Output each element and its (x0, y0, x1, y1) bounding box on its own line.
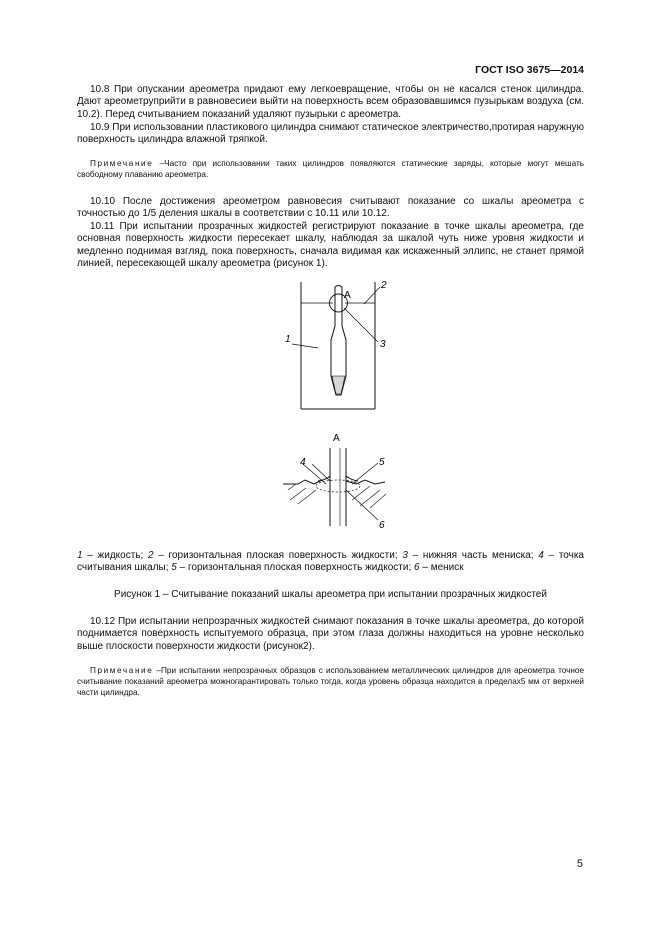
legend-items (77, 550, 584, 573)
note-2-text: –При испытании непрозрачных образцов с использованием металлических цилиндров для ареометра точное считывание показаний ареометра можногарантировать только тогда, когда уровень образца находится в пределах5 мм от верхней части цилиндра. (77, 666, 584, 697)
label-6: 6 (379, 520, 385, 531)
note-1-text: –Часто при использовании таких цилиндров появляются статические заряды, которые могут мешать свободному плаванию ареометра. (77, 159, 584, 179)
liquid-hatch (288, 484, 386, 508)
legend-text: – точка считывания шкалы; (77, 550, 584, 574)
page-number: 5 (576, 858, 583, 870)
label-A-bottom: A (333, 433, 340, 444)
figure-legend (77, 550, 584, 575)
meniscus-detail-drawing (283, 448, 386, 526)
hydrometer-top (335, 286, 342, 288)
surface-left (283, 480, 322, 484)
legend-number: 6 (414, 562, 420, 574)
leader-3 (344, 308, 378, 342)
label-1: 1 (285, 334, 291, 345)
surface-right (346, 480, 385, 484)
paragraph-10-10-text: 10.10 После достижения ареометром равновесия считывают показание со шкалы ареометра с точностью до 1/5 деления шкалы в соответствии с 10.11 или 10.12. (77, 196, 584, 220)
legend-text: – нижняя часть мениска; (407, 550, 539, 561)
legend-text: – горизонтальная плоская поверхность жидкости; (153, 550, 403, 561)
legend-text: – мениск (419, 562, 464, 574)
paragraph-10-11-text: 10.11 При испытании прозрачных жидкостей регистрируют показание в точке шкалы ареометра, где основная поверхность жидкости пересекает шкалу, наблюдая за шкалой чуть ниже уровня жидкости и медленно поднимая взгляд, пока поверхность, сначала видимая как искаженный эллипс, не станет прямой линией, пересекающей шкалу ареометра (рисунок 1). (77, 221, 584, 270)
leader-1 (292, 344, 318, 348)
reading-ellipse (316, 480, 360, 492)
note-2 (77, 665, 584, 698)
figure-caption: Рисунок 1 – Считывание показаний шкалы ареометра при испытании прозрачных жидкостей (114, 589, 547, 600)
note-1-label: Примечание (90, 159, 154, 168)
legend-text: – горизонтальная плоская поверхность жидкости; (176, 562, 415, 574)
legend-number: 5 (171, 562, 177, 574)
leader-2 (364, 287, 380, 304)
leader-5 (352, 463, 378, 484)
cylinder-drawing (292, 282, 380, 409)
leader-4b (312, 464, 330, 481)
label-4: 4 (300, 457, 306, 468)
paragraph-10-12-text: 10.12 При испытании непрозрачных жидкостей снимают показания в точке шкалы ареометра, до которой поднимается поверхность испытуемого образца, при этом глаза должны находиться на уровне несколько выше плоскости поверхности жидкости (рисунок2). (77, 616, 584, 652)
label-2: 2 (381, 280, 387, 291)
legend-number: 4 (538, 550, 544, 561)
legend-number: 3 (402, 550, 408, 561)
label-5: 5 (379, 457, 385, 468)
paragraph-10-9-text: 10.9 При использовании пластикового цилиндра снимают статическое электричество,протирая наружную поверхность цилиндра влажной тряпкой. (77, 122, 584, 146)
paragraph-10-8-text: 10.8 При опускании ареометра придают ему легкоевращение, чтобы он не касался стенок цилиндра. Дают ареометруприйти в равновесиеи выйти на поверхность всем образовавшимся пузырькам воздуха (см. 10.2). Перед считыванием показаний удаляют пузырьки с ареометра. (77, 84, 584, 120)
legend-text: – жидкость; (82, 550, 148, 561)
legend-number: 1 (77, 550, 83, 561)
legend-number: 2 (148, 550, 154, 561)
paragraph-10-12 (77, 616, 584, 653)
label-A-top: A (344, 290, 351, 301)
document-header: ГОСТ ISO 3675—2014 (475, 64, 584, 76)
hydrometer-ballast (332, 376, 345, 394)
label-3: 3 (380, 339, 386, 350)
note-2-label: Примечание (90, 666, 154, 675)
